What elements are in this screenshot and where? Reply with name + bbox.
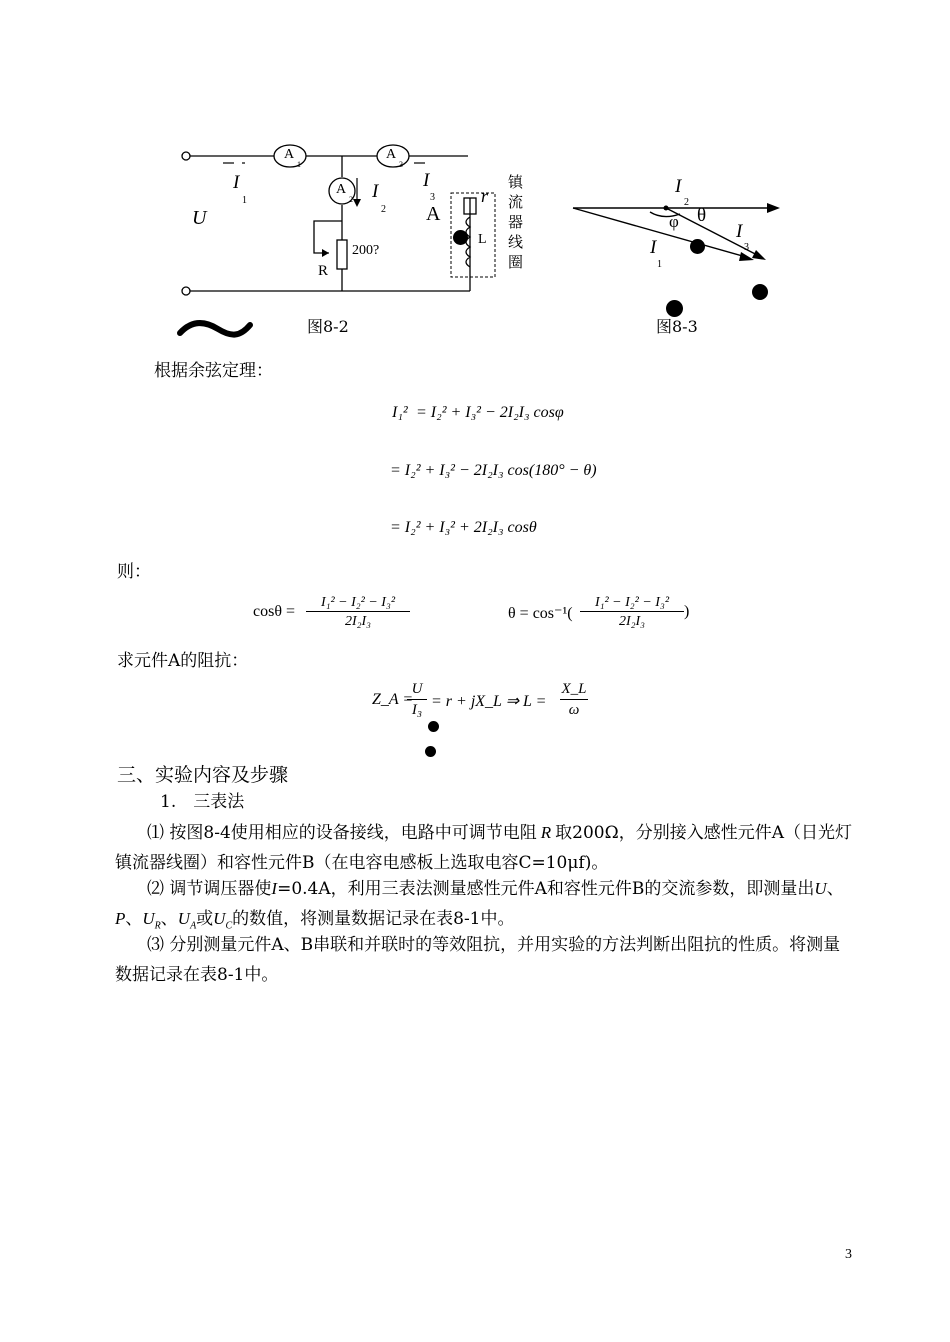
theta-numerator: I₁² − I₂² − I₃² <box>594 595 670 610</box>
step-1-text: ⑴ 按图8-4使用相应的设备接线，电路中可调节电阻 <box>147 823 537 843</box>
step-2-uc-sub: C <box>225 920 233 932</box>
theta-fraction <box>580 594 684 631</box>
theta-label: θ <box>697 205 707 226</box>
voltage-u-label: U <box>192 207 207 229</box>
costheta-denominator: 2I₂I₃ <box>306 611 410 631</box>
equation-2: = I₂² + I₃² − 2I₂I₃ cos(180° − θ) <box>390 462 597 479</box>
equation-1-lhs: I₁² <box>392 404 408 421</box>
current-arrow <box>353 199 361 207</box>
ballast-char: 流 <box>508 193 524 211</box>
phi-label: φ <box>669 212 679 231</box>
step-2-c: 的数值，将测量数据记录在表8-1中。 <box>232 909 515 929</box>
black-dot <box>425 746 436 757</box>
current-i2-label: I <box>372 181 379 202</box>
equation-1: = I₂² + I₃² − 2I₂I₃ cosφ <box>416 404 564 421</box>
costheta-fraction <box>306 594 410 631</box>
za-middle: = r + jX_L ⇒ L = <box>431 693 547 710</box>
current-i1-label: I <box>233 172 240 193</box>
ammeter-1-sub: 1 <box>297 160 301 169</box>
phasor-i1-sub: 1 <box>657 259 662 270</box>
step-2-ur-sub: R <box>154 920 161 932</box>
element-a-label: A <box>426 203 441 225</box>
equation-3: = I₂² + I₃² + 2I₂I₃ cosθ <box>390 519 537 536</box>
za-numerator: U <box>411 681 423 697</box>
black-dot <box>666 300 683 317</box>
ammeter-2-label: A <box>336 182 347 197</box>
step-2-sep: 、 <box>826 879 844 899</box>
step-2-or: 或 <box>196 909 214 929</box>
phasor-i2-label: I <box>675 176 682 197</box>
resistance-r-label: r <box>481 186 489 206</box>
ballast-char: 镇 <box>508 173 524 191</box>
step-1-paragraph <box>115 818 855 878</box>
current-i2-sub: 2 <box>381 204 386 215</box>
l-denominator: ω <box>560 699 588 720</box>
figure-8-2-caption: 图8-2 <box>307 317 349 336</box>
black-dot <box>752 284 768 300</box>
step-2-i: I <box>271 879 278 898</box>
phasor-i2-sub: 2 <box>684 197 689 208</box>
ballast-char: 线 <box>508 233 524 251</box>
step-1-r: R <box>540 823 552 842</box>
current-i3-sub: 3 <box>430 192 435 203</box>
step-2-u: U <box>814 879 827 898</box>
step-2-sep: 、 <box>160 909 178 929</box>
step-2-ur: U <box>142 909 155 928</box>
step-2-a: ⑵ 调节调压器使 <box>147 879 272 899</box>
za-denominator: I₃ <box>407 699 427 720</box>
phasor-i1-label: I <box>650 237 657 258</box>
step-2-b: =0.4A，利用三表法测量感性元件A和容性元件B的交流参数，即测量出 <box>277 879 815 899</box>
step-2-ua: U <box>177 909 191 928</box>
ballast-char: 器 <box>508 213 524 231</box>
ammeter-1-label: A <box>284 147 295 162</box>
rheostat-arrow <box>322 249 329 257</box>
theta-denominator: 2I₂I₃ <box>580 611 684 631</box>
step-3-paragraph <box>115 930 855 990</box>
inductor-label: L <box>478 232 487 247</box>
costheta-lhs: cosθ = <box>253 603 296 620</box>
costheta-numerator: I₁² − I₂² − I₃² <box>320 595 396 610</box>
black-dot <box>453 230 468 245</box>
l-numerator: X_L <box>561 681 587 697</box>
current-i3-label: I <box>423 170 430 191</box>
then-label: 则： <box>117 562 151 582</box>
page-number: 3 <box>845 1247 852 1262</box>
step-2-ua-sub: A <box>190 920 197 932</box>
ammeter-3-label: A <box>386 147 397 162</box>
ballast-label <box>508 172 526 272</box>
za-lhs: Z_A = <box>372 691 414 708</box>
za-fraction <box>407 680 427 720</box>
subsection-heading: 1. 三表法 <box>160 792 245 812</box>
black-dot <box>428 721 439 732</box>
figure-8-3-caption: 图8-3 <box>656 317 698 336</box>
step-2-p: P <box>115 909 126 928</box>
resistor-label: R <box>318 263 329 279</box>
section-heading: 三、实验内容及步骤 <box>117 764 289 786</box>
black-dot <box>690 239 705 254</box>
phasor-i3-sub: 3 <box>744 242 749 253</box>
theta-lhs: θ = cos⁻¹( <box>508 605 573 622</box>
phasor-i3-label: I <box>736 221 743 242</box>
cosine-law-intro: 根据余弦定理： <box>154 361 273 381</box>
ballast-char: 圈 <box>508 253 524 271</box>
ammeter-3-sub: 3 <box>399 160 403 169</box>
step-2-sep: 、 <box>125 909 143 929</box>
current-i1-sub: 1 <box>242 195 247 206</box>
theta-close-paren: ) <box>684 603 690 620</box>
step-2-uc: U <box>213 909 226 928</box>
ac-source-symbol <box>180 323 250 334</box>
impedance-intro: 求元件A的阻抗： <box>117 651 249 671</box>
step-3-text: ⑶ 分别测量元件A、B串联和并联时的等效阻抗，并用实验的方法判断出阻抗的性质。将测量数据记录在表8-1中。 <box>115 935 841 985</box>
step-1-cont: 取200Ω，分别接入感性元件A（日光灯镇流器线圈）和容性元件B（在电容电感板上选取电容C=10μf)。 <box>115 823 852 873</box>
ammeter-2-sub: 2 <box>349 195 353 204</box>
resistor-value: 200? <box>352 243 380 258</box>
l-fraction <box>560 680 588 720</box>
